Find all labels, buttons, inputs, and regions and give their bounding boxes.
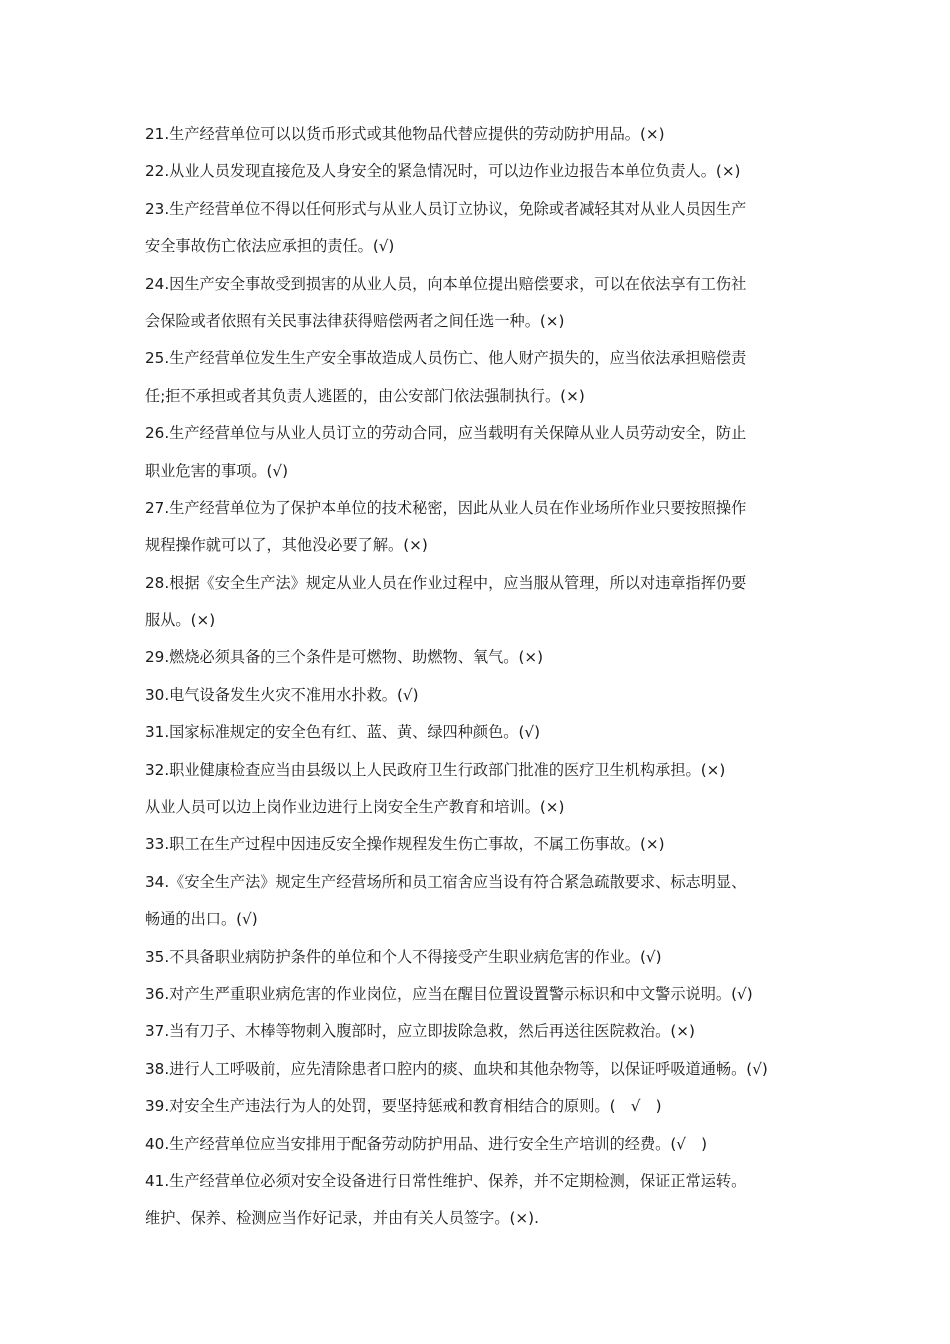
text-line: 26.生产经营单位与从业人员订立的劳动合同，应当载明有关保障从业人员劳动安全，防止 bbox=[145, 424, 747, 443]
text-line: 服从。(×) bbox=[145, 611, 216, 630]
text-line: 27.生产经营单位为了保护本单位的技术秘密，因此从业人员在作业场所作业只要按照操作 bbox=[145, 498, 747, 517]
text-line: 38.进行人工呼吸前，应先清除患者口腔内的痰、血块和其他杂物等，以保证呼吸道通畅。(√) bbox=[145, 1059, 768, 1078]
text-line: 32.职业健康检查应当由县级以上人民政府卫生行政部门批准的医疗卫生机构承担。(×) bbox=[145, 760, 726, 779]
text-line: 22.从业人员发现直接危及人身安全的紧急情况时，可以边作业边报告本单位负责人。(×) bbox=[145, 162, 741, 181]
question-list bbox=[145, 122, 815, 1244]
text-line: 40.生产经营单位应当安排用于配备劳动防护用品、进行安全生产培训的经费。(√ ) bbox=[145, 1134, 708, 1153]
text-line: 41.生产经营单位必须对安全设备进行日常性维护、保养，并不定期检测，保证正常运转。 bbox=[145, 1171, 747, 1190]
text-line: 安全事故伤亡依法应承担的责任。(√) bbox=[145, 237, 395, 256]
text-line: 25.生产经营单位发生生产安全事故造成人员伤亡、他人财产损失的，应当依法承担赔偿责 bbox=[145, 349, 747, 368]
text-line: 21.生产经营单位可以以货币形式或其他物品代替应提供的劳动防护用品。(×) bbox=[145, 125, 665, 143]
text-line: 35.不具备职业病防护条件的单位和个人不得接受产生职业病危害的作业。(√) bbox=[145, 947, 662, 966]
text-line: 规程操作就可以了，其他没必要了解。(×) bbox=[145, 536, 428, 555]
text-line: 37.当有刀子、木棒等物刺入腹部时，应立即拔除急救，然后再送往医院救治。(×) bbox=[145, 1022, 695, 1041]
text-line: 28.根据《安全生产法》规定从业人员在作业过程中，应当服从管理，所以对违章指挥仍要 bbox=[145, 573, 747, 592]
text-line: 39.对安全生产违法行为人的处罚，要坚持惩戒和教育相结合的原则。( √ ) bbox=[145, 1097, 662, 1116]
text-line: 33.职工在生产过程中因违反安全操作规程发生伤亡事故，不属工伤事故。(×) bbox=[145, 835, 665, 854]
text-line: 维护、保养、检测应当作好记录，并由有关人员签字。(×). bbox=[145, 1209, 539, 1228]
text-line: 从业人员可以边上岗作业边进行上岗安全生产教育和培训。(×) bbox=[145, 798, 565, 817]
text-line: 31.国家标准规定的安全色有红、蓝、黄、绿四种颜色。(√) bbox=[145, 723, 540, 742]
text-line: 畅通的出口。(√) bbox=[145, 910, 258, 929]
text-line: 24.因生产安全事故受到损害的从业人员，向本单位提出赔偿要求，可以在依法享有工伤社 bbox=[145, 274, 747, 293]
text-line: 任;拒不承担或者其负责人逃匿的，由公安部门依法强制执行。(×) bbox=[145, 386, 585, 405]
text-line: 30.电气设备发生火灾不准用水扑救。(√) bbox=[145, 685, 419, 704]
text-line: 职业危害的事项。(√) bbox=[145, 461, 289, 480]
text-line: 会保险或者依照有关民事法律获得赔偿两者之间任选一种。(×) bbox=[145, 311, 565, 330]
text-line: 36.对产生严重职业病危害的作业岗位，应当在醒目位置设置警示标识和中文警示说明。(√) bbox=[145, 984, 753, 1003]
text-line: 29.燃烧必须具备的三个条件是可燃物、助燃物、氧气。(×) bbox=[145, 648, 544, 667]
text-line: 23.生产经营单位不得以任何形式与从业人员订立协议，免除或者减轻其对从业人员因生产 bbox=[145, 199, 747, 218]
text-line: 34.《安全生产法》规定生产经营场所和员工宿舍应当设有符合紧急疏散要求、标志明显、 bbox=[145, 872, 747, 891]
